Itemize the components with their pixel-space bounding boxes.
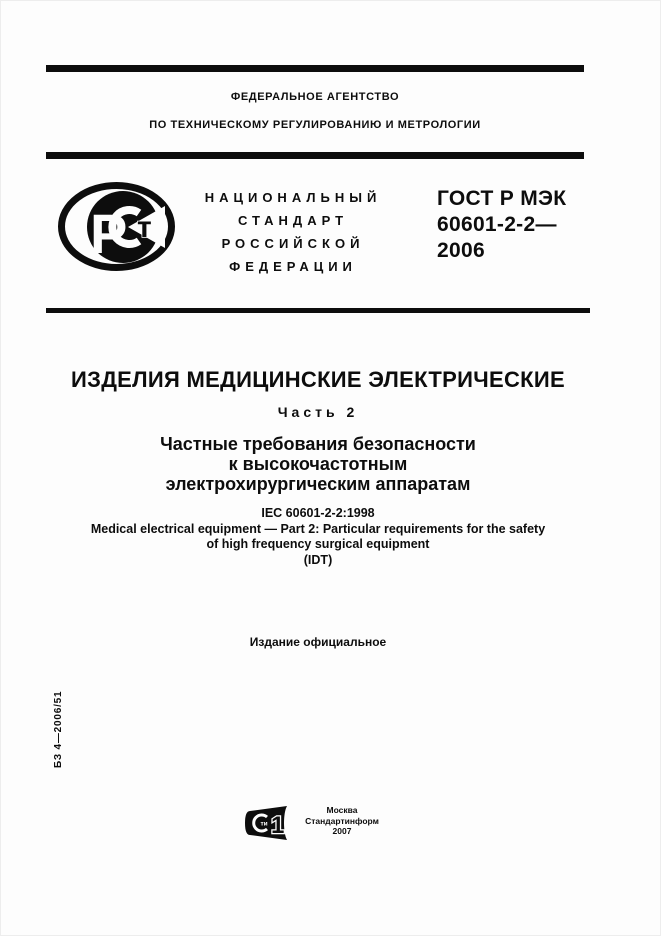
- document-subtitle: [46, 434, 590, 494]
- designation-line: 2006: [437, 239, 485, 262]
- svg-text:1: 1: [271, 812, 285, 839]
- standartinform-logo-icon: [245, 806, 287, 845]
- middle-horizontal-rule: [46, 152, 584, 159]
- iec-reference-line: Medical electrical equipment — Part 2: Particular requirements for the safety: [90, 521, 546, 536]
- document-title: ИЗДЕЛИЯ МЕДИЦИНСКИЕ ЭЛЕКТРИЧЕСКИЕ: [71, 367, 565, 392]
- iec-reference-line: of high frequency surgical equipment: [206, 537, 430, 551]
- imprint-year: 2007: [332, 826, 352, 836]
- rst-conformity-mark-icon: [57, 182, 176, 276]
- national-standard-line: РОССИЙСКОЙ: [221, 236, 365, 251]
- official-edition-note: Издание официальное: [249, 635, 387, 649]
- subtitle-line: Частные требования безопасности: [160, 434, 476, 454]
- part-number: Часть 2: [277, 404, 359, 420]
- designation-line: 60601-2-2—: [437, 213, 557, 236]
- designation-line: ГОСТ Р МЭК: [437, 187, 567, 210]
- national-standard-line: НАЦИОНАЛЬНЫЙ: [204, 190, 382, 205]
- agency-name-line2: ПО ТЕХНИЧЕСКОМУ РЕГУЛИРОВАНИЮ И МЕТРОЛОГИИ: [149, 119, 481, 131]
- lower-horizontal-rule: [46, 308, 590, 313]
- svg-text:т: т: [137, 211, 152, 244]
- agency-name-line1: ФЕДЕРАЛЬНОЕ АГЕНТСТВО: [230, 91, 400, 103]
- iec-reference-line: IEC 60601-2-2:1998: [261, 506, 375, 520]
- iec-reference-line: (IDT): [303, 552, 333, 567]
- subtitle-line: электрохирургическим аппаратам: [165, 474, 471, 494]
- national-standard-line: ФЕДЕРАЦИИ: [229, 259, 357, 274]
- national-standard-label: [198, 186, 388, 278]
- imprint-publisher: Стандартинформ: [305, 815, 379, 826]
- iec-reference-block: [46, 506, 590, 568]
- top-horizontal-rule: [46, 65, 584, 72]
- subtitle-line: к высокочастотным: [228, 454, 408, 474]
- imprint-city: Москва: [326, 805, 358, 815]
- imprint-block: [292, 805, 392, 837]
- svg-text:ти: ти: [260, 820, 268, 828]
- standard-designation: [437, 186, 566, 264]
- svg-text:Р: Р: [90, 202, 128, 265]
- side-classification-code: БЗ 4—2006/51: [53, 690, 64, 768]
- national-standard-line: СТАНДАРТ: [237, 213, 349, 228]
